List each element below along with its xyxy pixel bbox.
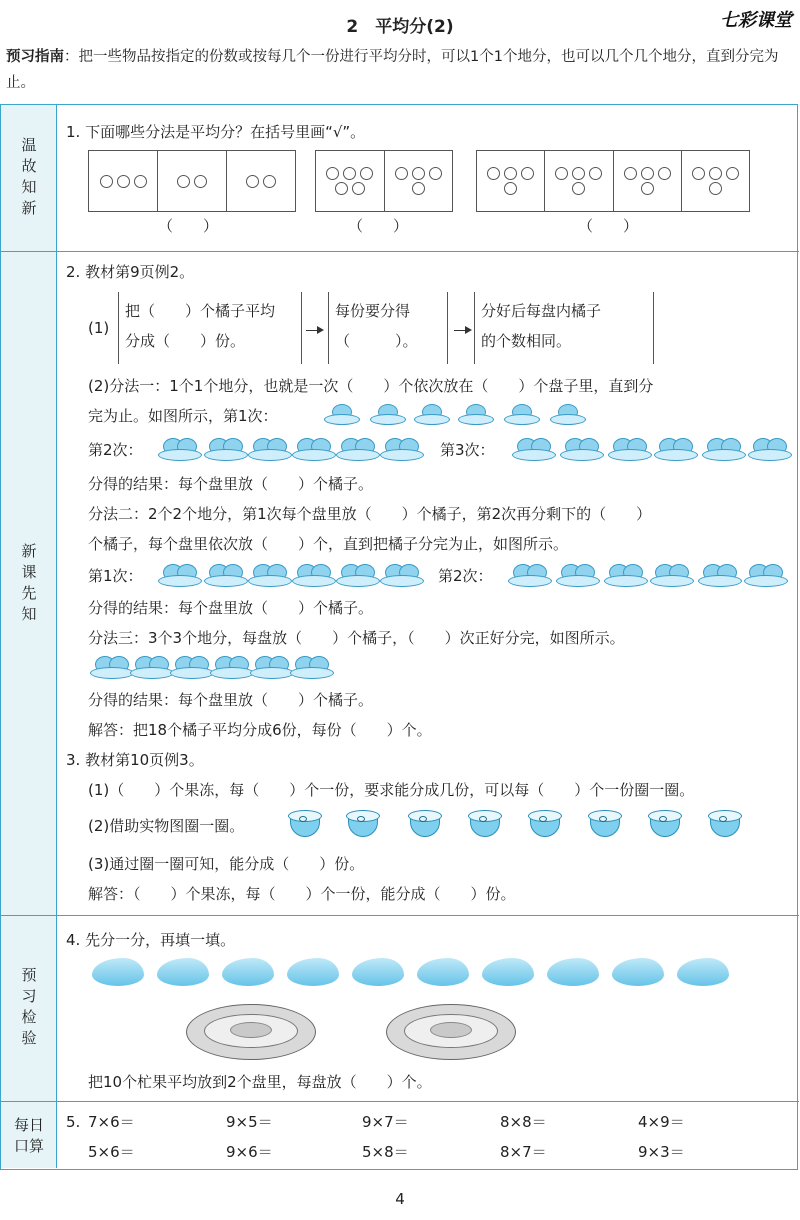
method2-result: 分得的结果：每个盘里放（ ）个橘子。 [88, 599, 374, 617]
jelly-icon [288, 810, 322, 838]
method1-line2: 完为止。如图所示，第1次： [88, 407, 278, 425]
calc-item: 9×3＝ [638, 1143, 685, 1161]
q1-cell [477, 151, 545, 211]
method2-round2-label: 第2次： [438, 567, 493, 585]
q4-fill: 把10个杧果平均放到2个盘里，每盘放（ ）个。 [88, 1073, 432, 1091]
divider [1, 251, 799, 252]
mango-icon [287, 958, 339, 986]
brand-logo: 七彩课堂 [720, 10, 792, 31]
q3-text: 3. 教材第10页例3。 [66, 751, 204, 769]
q3-part3: (3)通过圈一圈可知，能分成（ ）份。 [88, 855, 365, 873]
q1-cell [316, 151, 385, 211]
method1-result: 分得的结果：每个盘里放（ ）个橘子。 [88, 475, 374, 493]
q1-text: 1. 下面哪些分法是平均分？在括号里画“√”。 [66, 123, 366, 141]
calc-item: 9×5＝ [226, 1113, 273, 1131]
jelly-icon [528, 810, 562, 838]
flow-box-2 [328, 292, 448, 364]
jelly-icon [588, 810, 622, 838]
flow-box-3 [474, 292, 654, 364]
method1-round3-label: 第3次： [440, 441, 495, 459]
q3-part1: (1)（ ）个果冻，每（ ）个一份，要求能分成几份，可以每（ ）个一份圈一圈。 [88, 781, 695, 799]
guide-label: 预习指南 [6, 49, 64, 65]
q1-cell [227, 151, 295, 211]
plate-icon [186, 1004, 316, 1060]
calc-item: 7×6＝ [88, 1113, 135, 1131]
q2-part1-label: (1) [88, 319, 110, 337]
q1-cell [614, 151, 682, 211]
page-number: 4 [395, 1190, 405, 1208]
method1-line1: (2)分法一：1个1个地分，也就是一次（ ）个依次放在（ ）个盘子里，直到分 [88, 377, 654, 395]
divider [1, 1101, 799, 1102]
q1-cell [89, 151, 158, 211]
calc-item: 9×7＝ [362, 1113, 409, 1131]
section-label-mental-math: 每日口算 [13, 1116, 44, 1155]
method2-line1: 分法二：2个2个地分，第1次每个盘里放（ ）个橘子，第2次再分剩下的（ ） [88, 505, 652, 523]
jelly-icon [708, 810, 742, 838]
flow-box-1-line1: 把（ ）个橘子平均 [125, 302, 276, 320]
flow-box-1 [118, 292, 302, 364]
flow-box-1-line2: 分成（ ）份。 [125, 332, 246, 350]
q1-group-b [315, 150, 453, 212]
mango-icon [677, 958, 729, 986]
guide-text: ：把一些物品按指定的份数或按每几个一份进行平均分时，可以1个1个地分，也可以几个几个地分，直到分完为止。 [6, 49, 779, 91]
q1-group-c [476, 150, 750, 212]
section-label-check: 预习检验 [21, 966, 37, 1047]
mango-icon [157, 958, 209, 986]
jelly-icon [648, 810, 682, 838]
q3-part2: (2)借助实物图圈一圈。 [88, 817, 245, 835]
mango-icon [612, 958, 664, 986]
q5-number: 5. [66, 1113, 81, 1131]
method2-line2: 个橘子，每个盘里依次放（ ）个，直到把橘子分完为止，如图所示。 [88, 535, 569, 553]
page-title: 2 平均分(2) [346, 17, 454, 37]
mango-icon [222, 958, 274, 986]
flow-box-3-line1: 分好后每盘内橘子 [481, 302, 602, 320]
calc-item: 9×6＝ [226, 1143, 273, 1161]
mango-icon [352, 958, 404, 986]
method3-result: 分得的结果：每个盘里放（ ）个橘子。 [88, 691, 374, 709]
arrow-icon [306, 330, 322, 331]
jelly-icon [346, 810, 380, 838]
mango-icon [417, 958, 469, 986]
flow-box-2-line2: （ ）。 [335, 332, 418, 350]
flow-box-2-line1: 每份要分得 [335, 302, 411, 320]
preview-guide [6, 44, 796, 96]
method2-round1-label: 第1次： [88, 567, 143, 585]
divider [1, 915, 799, 916]
q4-text: 4. 先分一分，再填一填。 [66, 931, 236, 949]
calc-item: 4×9＝ [638, 1113, 685, 1131]
calc-item: 5×6＝ [88, 1143, 135, 1161]
section-label-review: 温故知新 [21, 136, 37, 217]
arrow-icon [454, 330, 470, 331]
method1-round2-label: 第2次： [88, 441, 143, 459]
mango-icon [547, 958, 599, 986]
q1-group-a [88, 150, 296, 212]
plate-icon [386, 1004, 516, 1060]
q3-answer: 解答：（ ）个果冻，每（ ）个一份，能分成（ ）份。 [88, 885, 516, 903]
calc-item: 8×8＝ [500, 1113, 547, 1131]
q1-cell [385, 151, 453, 211]
q1-cell [682, 151, 749, 211]
q1-answer-paren: （ ） [578, 217, 639, 235]
mango-icon [482, 958, 534, 986]
q1-cell [545, 151, 613, 211]
flow-box-3-line2: 的个数相同。 [481, 332, 572, 350]
q1-cell [158, 151, 227, 211]
section-label-new-lesson: 新课先知 [21, 542, 37, 623]
calc-item: 5×8＝ [362, 1143, 409, 1161]
method3-line1: 分法三：3个3个地分，每盘放（ ）个橘子，（ ）次正好分完，如图所示。 [88, 629, 625, 647]
jelly-icon [408, 810, 442, 838]
q2-answer: 解答：把18个橘子平均分成6份，每份（ ）个。 [88, 721, 432, 739]
q1-answer-paren: （ ） [348, 217, 409, 235]
mango-icon [92, 958, 144, 986]
q2-text: 2. 教材第9页例2。 [66, 263, 195, 281]
jelly-icon [468, 810, 502, 838]
q1-answer-paren: （ ） [158, 217, 219, 235]
calc-item: 8×7＝ [500, 1143, 547, 1161]
